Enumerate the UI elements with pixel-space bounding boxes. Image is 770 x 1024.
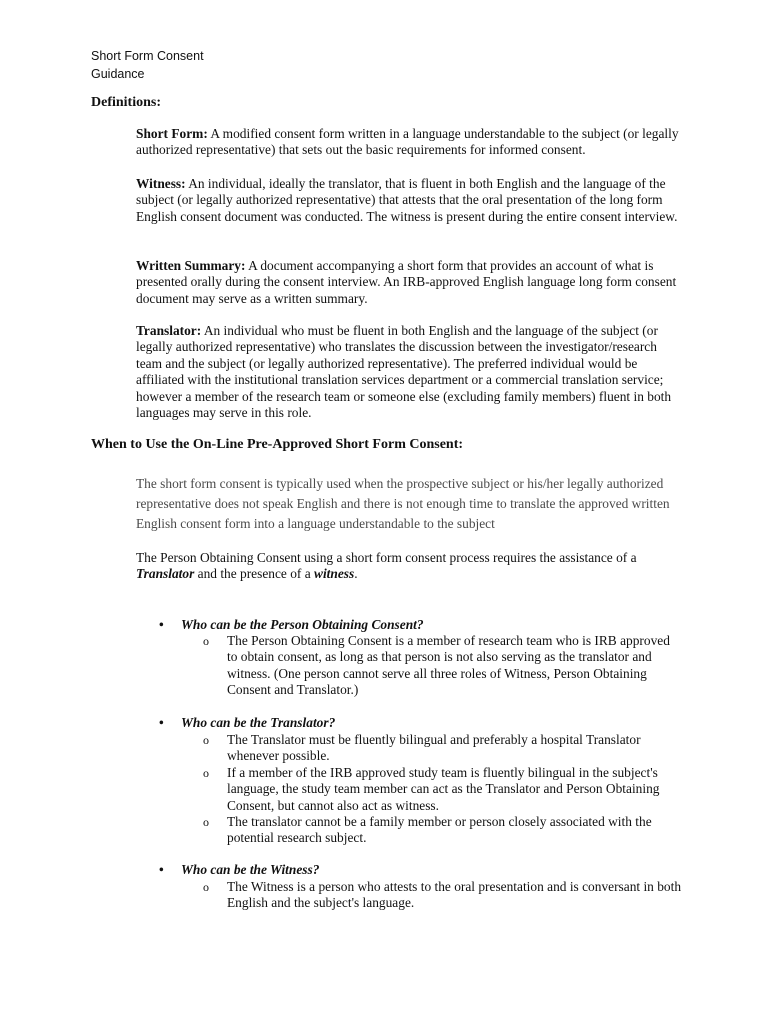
sub-item-text: If a member of the IRB approved study team is fluently bilingual in the subject's language, the study team member can act as the Translator and Person Obtaining Consent, but cannot also act as witness. xyxy=(227,765,660,813)
question-text: Who can be the Translator? xyxy=(181,715,336,730)
when-paragraph-1: The short form consent is typically used when the prospective subject or his/her legally authorized representative does not speak English and there is not enough time to translate the approved written English consent form into a language understandable to the subject xyxy=(136,476,670,531)
definition-witness xyxy=(136,176,684,225)
when-paragraph-2 xyxy=(136,550,684,583)
definition-text: A modified consent form written in a language understandable to the subject (or legally authorized representative) that sets out the basic requirements for informed consent. xyxy=(136,126,679,158)
sub-item xyxy=(203,732,683,765)
sub-item xyxy=(203,633,683,699)
sub-item xyxy=(203,814,683,847)
sub-item-text: The Translator must be fluently bilingual and preferably a hospital Translator whenever possible. xyxy=(227,732,641,764)
header-title: Short Form Consent xyxy=(91,49,204,63)
sub-bullet-icon: o xyxy=(203,634,209,648)
bullet-icon: • xyxy=(159,617,164,632)
bullet-question-poc xyxy=(159,617,424,633)
term-short-form: Short Form: xyxy=(136,126,208,141)
sub-item xyxy=(203,879,683,912)
sub-bullet-icon: o xyxy=(203,815,209,829)
question-text: Who can be the Witness? xyxy=(181,862,320,877)
bullet-icon: • xyxy=(159,715,164,730)
definitions-heading: Definitions: xyxy=(91,95,161,110)
document-header xyxy=(91,47,204,83)
bullet-icon: • xyxy=(159,862,164,877)
bullet-question-witness xyxy=(159,862,319,878)
translator-emphasis: Translator xyxy=(136,566,195,582)
sub-item-text: The translator cannot be a family member or person closely associated with the potential research subject. xyxy=(227,814,652,846)
sub-item-text: The Witness is a person who attests to the oral presentation and is conversant in both English and the subject's language. xyxy=(227,879,682,911)
term-translator: Translator: xyxy=(136,323,202,338)
definition-text: A document accompanying a short form that provides an account of what is presented orally during the consent interview. An IRB-approved English language long form consent document may serve as a written summary. xyxy=(136,258,677,306)
definition-short-form xyxy=(136,126,684,159)
question-text: Who can be the Person Obtaining Consent? xyxy=(181,617,424,632)
term-witness: Witness: xyxy=(136,176,186,191)
term-written-summary: Written Summary: xyxy=(136,258,246,273)
when-heading: When to Use the On-Line Pre-Approved Short Form Consent: xyxy=(91,437,464,452)
para-text: . xyxy=(354,566,358,582)
definition-text: An individual who must be fluent in both English and the language of the subject (or legally authorized representative) who translates the discussion between the investigator/research team and the subject (or legally authorized representative). The preferred individual would be affiliated with the institutional translation services department or a commercial translation service; however a member of the research team or someone else (excluding family members) fluent in both languages may serve in this role. xyxy=(136,323,672,421)
sub-bullet-icon: o xyxy=(203,766,209,780)
sub-bullet-icon: o xyxy=(203,880,209,894)
witness-emphasis: witness xyxy=(314,566,355,582)
definition-text: An individual, ideally the translator, that is fluent in both English and the language of the subject (or legally authorized representative) that attests that the oral presentation of the long form English consent document was conducted. The witness is present during the entire consent interview. xyxy=(136,176,678,224)
para-text: and the presence of a xyxy=(194,566,315,582)
bullet-question-translator xyxy=(159,715,335,731)
para-text: The Person Obtaining Consent using a short form consent process requires the assistance of a xyxy=(136,550,637,565)
sub-item-text: The Person Obtaining Consent is a member of research team who is IRB approved to obtain consent, as long as that person is not also serving as the translator and witness. (One person cannot serve all three roles of Witness, Person Obtaining Consent and Translator.) xyxy=(227,633,670,698)
sub-bullet-icon: o xyxy=(203,733,209,747)
definition-written-summary xyxy=(136,258,684,307)
sub-item xyxy=(203,765,683,814)
header-subtitle: Guidance xyxy=(91,67,145,81)
definition-translator xyxy=(136,323,684,421)
